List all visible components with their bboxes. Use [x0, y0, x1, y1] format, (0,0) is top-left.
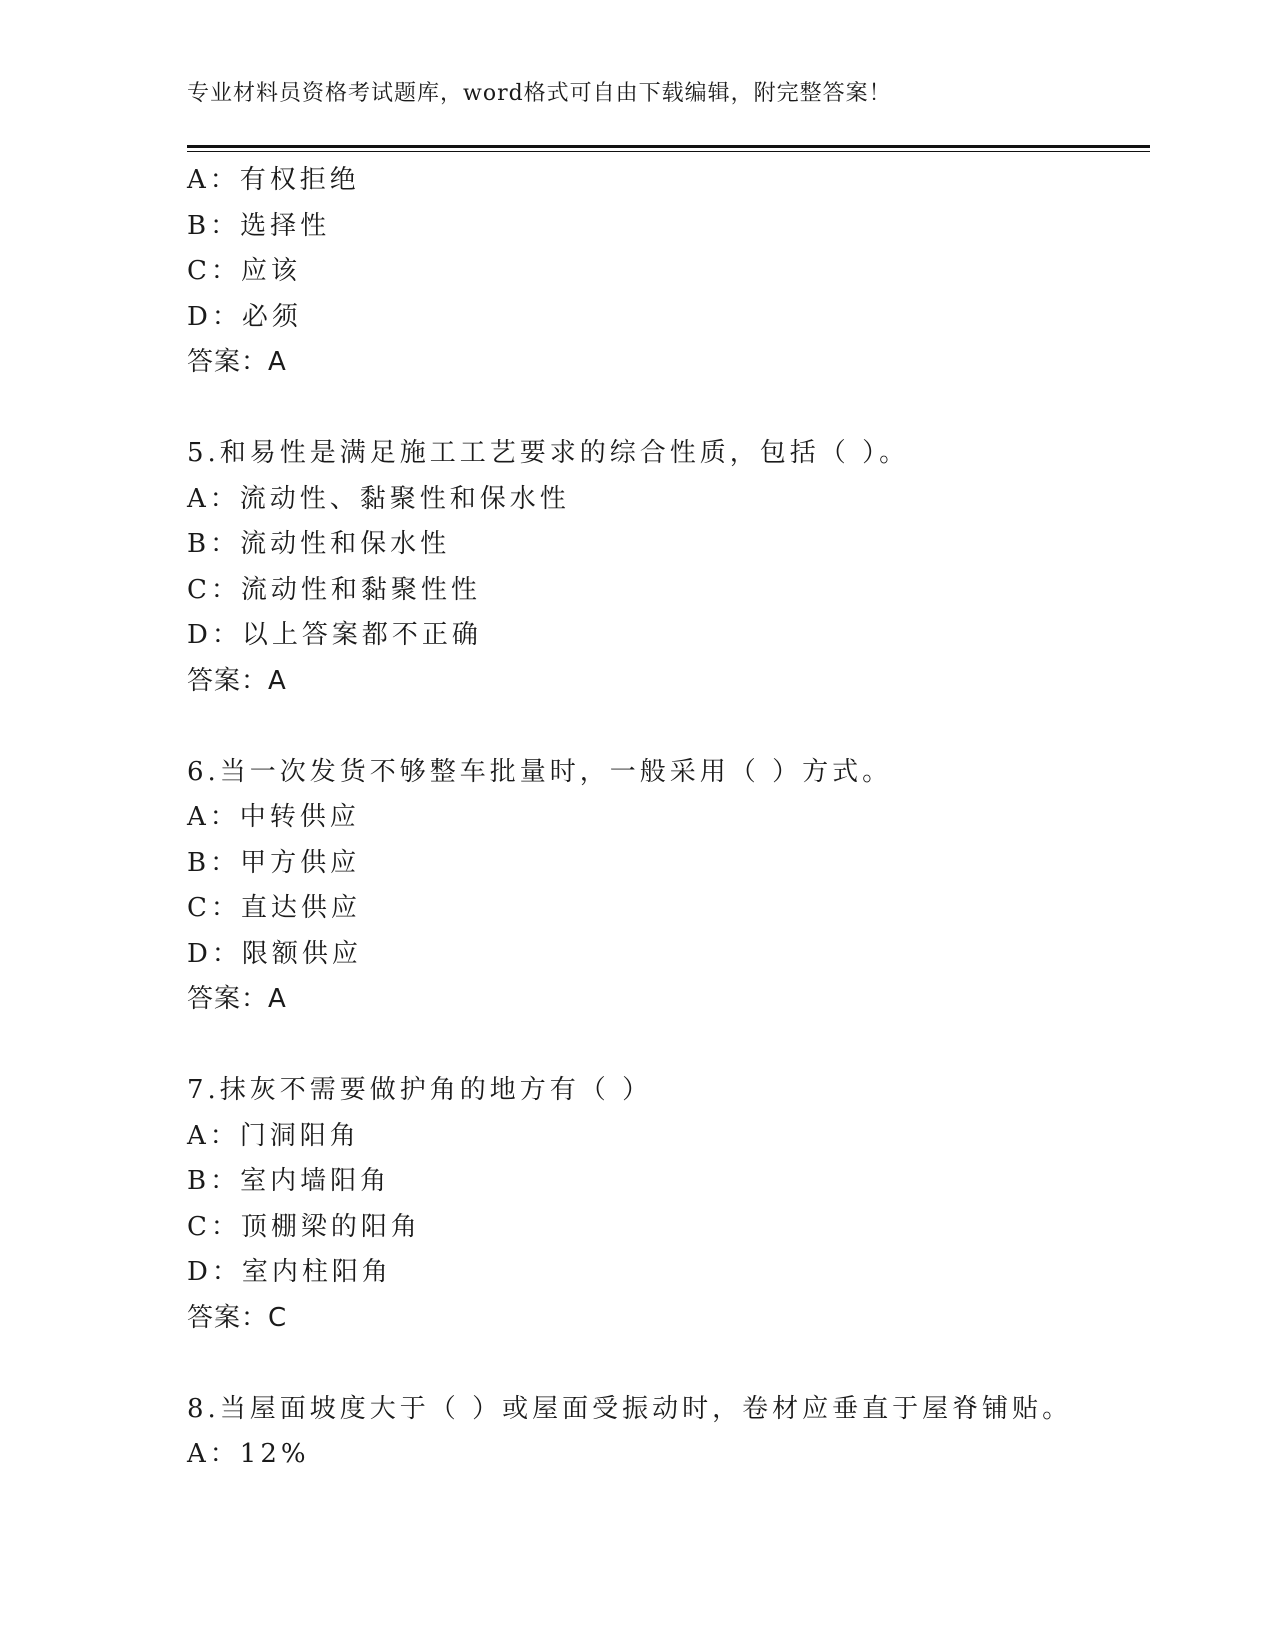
option-line: B：流动性和保水性 — [187, 529, 451, 559]
option-line: A：中转供应 — [187, 802, 360, 832]
answer-line: 答案：C — [187, 1302, 288, 1333]
question-text: 7.抹灰不需要做护角的地方有（ ） — [187, 1075, 653, 1105]
question-block — [187, 158, 1147, 386]
answer-line: 答案：A — [187, 984, 287, 1014]
block-spacer — [187, 704, 1147, 750]
option-line: D：室内柱阳角 — [187, 1257, 392, 1287]
question-text: 8.当屋面坡度大于（ ）或屋面受振动时，卷材应垂直于屋脊铺贴。 — [187, 1393, 1073, 1424]
block-spacer — [187, 1341, 1147, 1387]
option-line: C：顶棚梁的阳角 — [187, 1211, 421, 1242]
question-list — [187, 158, 1147, 1478]
option-line: D：以上答案都不正确 — [187, 620, 482, 650]
question-block — [187, 431, 1147, 704]
question-block — [187, 1387, 1147, 1478]
question-text: 6.当一次发货不够整车批量时，一般采用（ ）方式。 — [187, 756, 893, 787]
option-line: A：有权拒绝 — [187, 165, 360, 195]
page-header: 专业材料员资格考试题库，word格式可自由下载编辑，附完整答案！ — [187, 81, 892, 106]
option-line: C：直达供应 — [187, 893, 361, 923]
option-line: D：限额供应 — [187, 938, 362, 969]
option-line: C：流动性和黏聚性性 — [187, 574, 481, 605]
header-rule-thick — [187, 145, 1150, 148]
block-spacer — [187, 1023, 1147, 1069]
option-line: B：选择性 — [187, 210, 331, 241]
question-block — [187, 1068, 1147, 1341]
option-line: A：流动性、黏聚性和保水性 — [187, 483, 570, 514]
header-rule-thin — [187, 151, 1150, 152]
option-line: B：甲方供应 — [187, 847, 361, 878]
question-block — [187, 750, 1147, 1023]
block-spacer — [187, 386, 1147, 432]
option-line: A：12% — [187, 1439, 310, 1469]
option-line: C：应该 — [187, 256, 301, 286]
answer-line: 答案：A — [187, 347, 287, 377]
option-line: A：门洞阳角 — [187, 1120, 360, 1151]
answer-line: 答案：A — [187, 665, 287, 696]
option-line: B：室内墙阳角 — [187, 1166, 391, 1196]
option-line: D：必须 — [187, 301, 302, 332]
question-text: 5.和易性是满足施工工艺要求的综合性质，包括（ ）。 — [187, 438, 910, 468]
